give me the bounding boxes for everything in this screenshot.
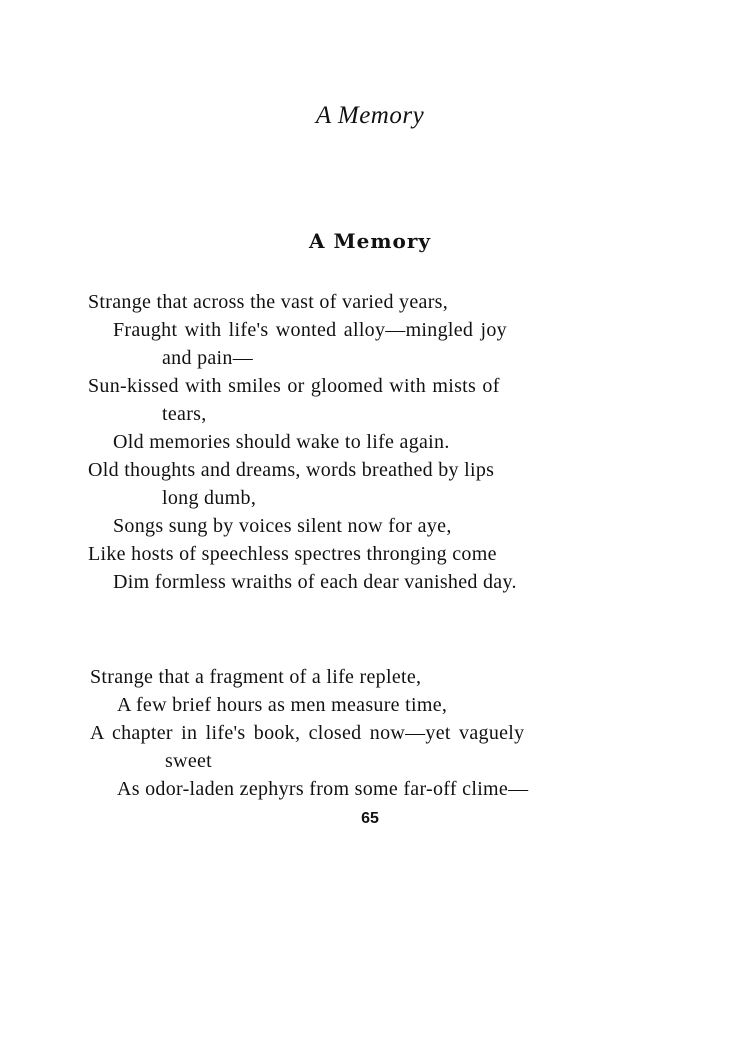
page-number: 65 <box>361 810 379 827</box>
poem-line: A chapter in life's book, closed now—yet vaguely <box>90 722 525 744</box>
running-head: A Memory <box>315 102 425 129</box>
poem-line: sweet <box>165 750 213 772</box>
poem-line: Sun-kissed with smiles or gloomed with mists of <box>88 375 500 397</box>
poem-title: A Memory <box>308 229 431 253</box>
poem-line: and pain— <box>162 347 254 369</box>
poem-line: Strange that across the vast of varied years, <box>88 291 449 313</box>
poem-line: A few brief hours as men measure time, <box>117 694 448 716</box>
poem-line: tears, <box>162 403 207 425</box>
poem-line: As odor-laden zephyrs from some far-off clime— <box>117 778 529 800</box>
poem-line: long dumb, <box>162 487 257 509</box>
poem-line: Like hosts of speechless spectres thronging come <box>88 543 497 565</box>
poem-line: Old thoughts and dreams, words breathed by lips <box>88 459 495 481</box>
poem-line: Dim formless wraiths of each dear vanished day. <box>113 571 517 593</box>
poem-line: Songs sung by voices silent now for aye, <box>113 515 452 537</box>
poem-line: Old memories should wake to life again. <box>113 431 450 453</box>
poem-line: Strange that a fragment of a life replete, <box>90 666 422 688</box>
poem-line: Fraught with life's wonted alloy—mingled joy <box>113 319 507 341</box>
